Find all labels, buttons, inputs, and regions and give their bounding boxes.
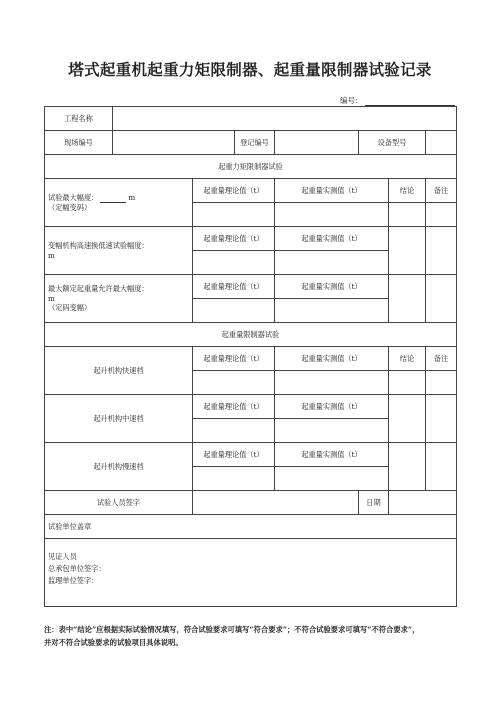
weight-theory-cell-3[interactable] [193, 467, 275, 491]
model-label: 设备型号 [359, 131, 426, 155]
weight-remark-cell-2[interactable] [426, 395, 457, 443]
weight-remark-cell-3[interactable] [426, 443, 457, 491]
weight-row1-label: 起升机构快速档 [45, 347, 193, 395]
moment-remark-cell-1[interactable] [426, 203, 457, 227]
moment-remark-cell-3[interactable] [426, 275, 457, 323]
project-row [45, 107, 457, 131]
weight-section-heading: 起重量限制器试验 [45, 323, 457, 347]
footnote-line-2: 并对不符合试验要求的试验项目具体说明。 [44, 637, 183, 647]
reg-no-label: 登记编号 [235, 131, 275, 155]
weight-row3-label: 起升机构慢速档 [45, 443, 193, 491]
contractor-label: 总承包单位签字： [48, 564, 106, 574]
moment-theory-cell-2[interactable] [193, 251, 275, 275]
weight-col-theory-3: 起重量理论值（t） [193, 443, 275, 467]
moment-col-measured-3: 起重量实测值（t） [275, 275, 389, 299]
weight-col-measured-3: 起重量实测值（t） [275, 443, 389, 467]
site-no-label: 现场编号 [45, 131, 113, 155]
unit-stamp-label: 试验单位盖章 [45, 515, 457, 539]
weight-theory-cell-2[interactable] [193, 419, 275, 443]
moment-section-heading: 起重力矩限制器试验 [45, 155, 457, 179]
moment-measured-cell-3[interactable] [275, 299, 389, 323]
witness-label: 见证人员 [48, 552, 77, 561]
moment-conclusion-cell-3[interactable] [389, 275, 426, 323]
weight-col-conclusion: 结论 [389, 347, 426, 371]
moment-conclusion-cell-2[interactable] [389, 227, 426, 275]
moment-conclusion-cell-1[interactable] [389, 203, 426, 227]
moment-row-3a [45, 275, 457, 299]
moment-col-measured-1: 起重量实测值（t） [275, 179, 389, 203]
weight-row-1a [45, 347, 457, 371]
moment-section-heading-row [45, 155, 457, 179]
serial-input-line[interactable] [365, 97, 455, 106]
moment-row-1a [45, 179, 457, 203]
supervisor-label: 监理单位签字： [48, 576, 99, 586]
moment-row3-label: 最大额定起重量允许最大幅度： m （定码变幅） [45, 275, 193, 323]
weight-col-measured-2: 起重量实测值（t） [275, 395, 389, 419]
project-name-label: 工程名称 [45, 107, 113, 131]
weight-col-measured-1: 起重量实测值（t） [275, 347, 389, 371]
witness-block [45, 539, 457, 607]
moment-measured-cell-1[interactable] [275, 203, 389, 227]
site-no-field[interactable] [113, 131, 235, 155]
moment-measured-cell-2[interactable] [275, 251, 389, 275]
weight-col-remark: 备注 [426, 347, 457, 371]
max-range-input-line[interactable] [100, 195, 126, 203]
tester-label: 试验人员签字 [45, 491, 193, 515]
witness-row [45, 539, 457, 607]
weight-measured-cell-3[interactable] [275, 467, 389, 491]
weight-conclusion-cell-1[interactable] [389, 371, 426, 395]
equipment-row [45, 131, 457, 155]
weight-section-heading-row [45, 323, 457, 347]
moment-row2-label: 变幅机构高速换低速试验幅度： m [45, 227, 193, 275]
moment-theory-cell-1[interactable] [193, 203, 275, 227]
moment-row1-label: 试验最大幅度： m （定幅变码） [45, 179, 193, 227]
weight-col-theory-1: 起重量理论值（t） [193, 347, 275, 371]
reg-no-field[interactable] [275, 131, 359, 155]
weight-row-3a [45, 443, 457, 467]
weight-remark-cell-1[interactable] [426, 371, 457, 395]
weight-conclusion-cell-2[interactable] [389, 395, 426, 443]
weight-conclusion-cell-3[interactable] [389, 443, 426, 491]
moment-col-remark: 备注 [426, 179, 457, 203]
weight-col-theory-2: 起重量理论值（t） [193, 395, 275, 419]
weight-measured-cell-1[interactable] [275, 371, 389, 395]
serial-number [340, 95, 455, 106]
tester-signature-field[interactable] [193, 491, 359, 515]
date-field[interactable] [389, 491, 457, 515]
moment-col-theory-3: 起重量理论值（t） [193, 275, 275, 299]
moment-theory-cell-3[interactable] [193, 299, 275, 323]
moment-col-conclusion: 结论 [389, 179, 426, 203]
weight-theory-cell-1[interactable] [193, 371, 275, 395]
weight-row2-label: 起升机构中速档 [45, 395, 193, 443]
record-table [44, 106, 457, 607]
model-field[interactable] [426, 131, 457, 155]
moment-col-measured-2: 起重量实测值（t） [275, 227, 389, 251]
moment-row-2a [45, 227, 457, 251]
moment-col-theory-1: 起重量理论值（t） [193, 179, 275, 203]
moment-col-theory-2: 起重量理论值（t） [193, 227, 275, 251]
moment-remark-cell-2[interactable] [426, 227, 457, 275]
unit-stamp-row [45, 515, 457, 539]
weight-row-2a [45, 395, 457, 419]
weight-measured-cell-2[interactable] [275, 419, 389, 443]
footnote [44, 624, 460, 650]
project-name-field[interactable] [113, 107, 457, 131]
tester-row [45, 491, 457, 515]
document-title: 塔式起重机起重力矩限制器、起重量限制器试验记录 [68, 61, 432, 79]
date-label: 日期 [359, 491, 389, 515]
footnote-line-1: 注：表中“结论”应根据实际试验情况填写，符合试验要求可填写“符合要求”；不符合试验要求可填写“不符合要求”， [44, 625, 420, 634]
serial-label: 编号： [340, 96, 363, 105]
